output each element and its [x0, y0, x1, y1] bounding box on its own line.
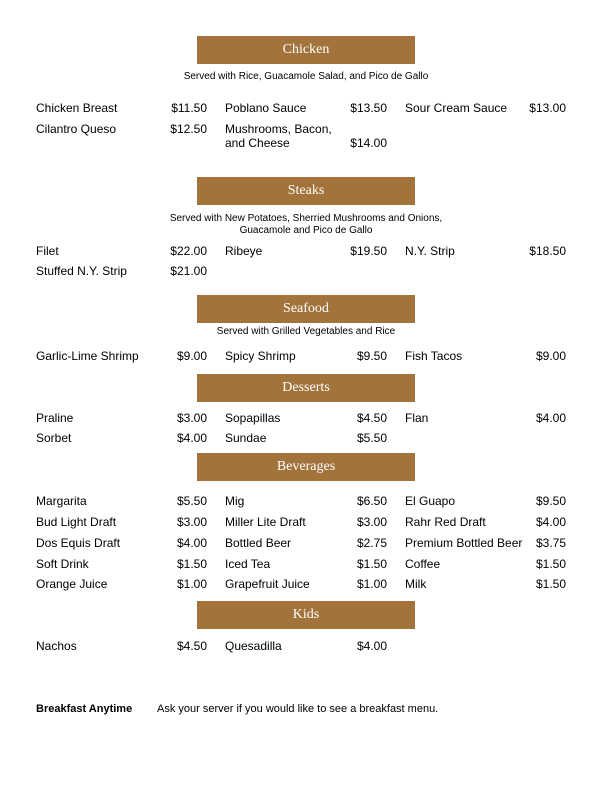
menu-item-name: Spicy Shrimp — [225, 349, 296, 363]
menu-item-price: $3.75 — [535, 536, 566, 550]
menu-item-name: Nachos — [36, 639, 77, 653]
menu-item-price: $4.50 — [176, 639, 207, 653]
menu-item-name: Rahr Red Draft — [405, 515, 486, 529]
section-banner-chicken: Chicken — [197, 36, 415, 64]
section-subtitle-steaks: Served with New Potatoes, Sherried Mushrooms and Onions, — [169, 213, 443, 224]
menu-item-name: Filet — [36, 244, 59, 258]
menu-item-price: $3.00 — [176, 411, 207, 425]
menu-item-price: $4.00 — [176, 536, 207, 550]
menu-item-name: Dos Equis Draft — [36, 536, 121, 550]
section-banner-seafood: Seafood — [197, 295, 415, 323]
menu-item-name: Margarita — [36, 494, 87, 508]
section-banner-desserts: Desserts — [197, 374, 415, 402]
menu-item-name: Mushrooms, Bacon, — [225, 122, 332, 136]
menu-item-price: $4.50 — [356, 411, 387, 425]
menu-item-price: $4.00 — [176, 431, 207, 445]
menu-item-name: Chicken Breast — [36, 101, 118, 115]
menu-item-name-cont: and Cheese — [225, 136, 290, 150]
menu-item-price: $6.50 — [356, 494, 387, 508]
menu-item-price: $12.50 — [170, 122, 207, 136]
section-subtitle-seafood: Served with Grilled Vegetables and Rice — [216, 326, 396, 337]
menu-item-price: $1.50 — [356, 557, 387, 571]
menu-item-name: Poblano Sauce — [225, 101, 307, 115]
menu-item-price: $19.50 — [350, 244, 387, 258]
menu-item-price: $9.00 — [535, 349, 566, 363]
menu-item-price: $4.00 — [535, 515, 566, 529]
menu-item-price: $5.50 — [176, 494, 207, 508]
breakfast-note: Ask your server if you would like to see a breakfast menu. — [157, 703, 439, 715]
menu-item-price: $13.50 — [350, 101, 387, 115]
menu-item-price: $1.50 — [176, 557, 207, 571]
menu-item-name: El Guapo — [405, 494, 456, 508]
menu-item-name: Praline — [36, 411, 74, 425]
menu-item-name: Sorbet — [36, 431, 72, 445]
menu-item-price: $9.50 — [535, 494, 566, 508]
menu-item-name: Fish Tacos — [405, 349, 463, 363]
menu-item-name: Cilantro Queso — [36, 122, 117, 136]
menu-item-name: Sundae — [225, 431, 267, 445]
section-banner-beverages: Beverages — [197, 453, 415, 481]
menu-item-price: $11.50 — [171, 101, 207, 115]
menu-item-name: Premium Bottled Beer — [405, 536, 523, 550]
menu-item-price: $4.00 — [535, 411, 566, 425]
menu-item-name: Orange Juice — [36, 577, 108, 591]
section-banner-steaks: Steaks — [197, 177, 415, 205]
menu-item-name: Sopapillas — [225, 411, 281, 425]
menu-item-name: Quesadilla — [225, 639, 282, 653]
menu-item-name: Coffee — [405, 557, 441, 571]
menu-item-price: $2.75 — [356, 536, 387, 550]
menu-item-price: $14.00 — [350, 136, 387, 150]
menu-item-price: $4.00 — [356, 639, 387, 653]
menu-item-price: $9.50 — [356, 349, 387, 363]
menu-item-price: $3.00 — [176, 515, 207, 529]
menu-item-price: $1.00 — [176, 577, 207, 591]
menu-item-price: $1.50 — [535, 557, 566, 571]
menu-item-price: $22.00 — [170, 244, 207, 258]
menu-item-name: N.Y. Strip — [405, 244, 455, 258]
menu-item-name: Iced Tea — [225, 557, 271, 571]
menu-item-name: Mig — [225, 494, 245, 508]
menu-item-name: Sour Cream Sauce — [405, 101, 508, 115]
menu-item-price: $5.50 — [356, 431, 387, 445]
section-subtitle-steaks-2: Guacamole and Pico de Gallo — [239, 225, 373, 236]
menu-item-name: Bud Light Draft — [36, 515, 117, 529]
menu-item-name: Miller Lite Draft — [225, 515, 306, 529]
menu-item-price: $21.00 — [170, 264, 207, 278]
menu-item-price: $13.00 — [529, 101, 566, 115]
section-banner-kids: Kids — [197, 601, 415, 629]
section-subtitle-chicken: Served with Rice, Guacamole Salad, and Pico de Gallo — [183, 71, 429, 82]
menu-item-name: Soft Drink — [36, 557, 89, 571]
menu-item-price: $3.00 — [356, 515, 387, 529]
menu-item-price: $1.00 — [356, 577, 387, 591]
menu-item-name: Stuffed N.Y. Strip — [36, 264, 127, 278]
menu-item-name: Garlic-Lime Shrimp — [36, 349, 139, 363]
menu-item-price: $9.00 — [176, 349, 207, 363]
menu-item-name: Milk — [405, 577, 427, 591]
breakfast-label: Breakfast Anytime — [36, 703, 133, 715]
menu-item-name: Flan — [405, 411, 429, 425]
menu-item-name: Ribeye — [225, 244, 263, 258]
menu-item-name: Grapefruit Juice — [225, 577, 310, 591]
menu-item-price: $1.50 — [535, 577, 566, 591]
menu-item-name: Bottled Beer — [225, 536, 292, 550]
menu-item-price: $18.50 — [529, 244, 566, 258]
